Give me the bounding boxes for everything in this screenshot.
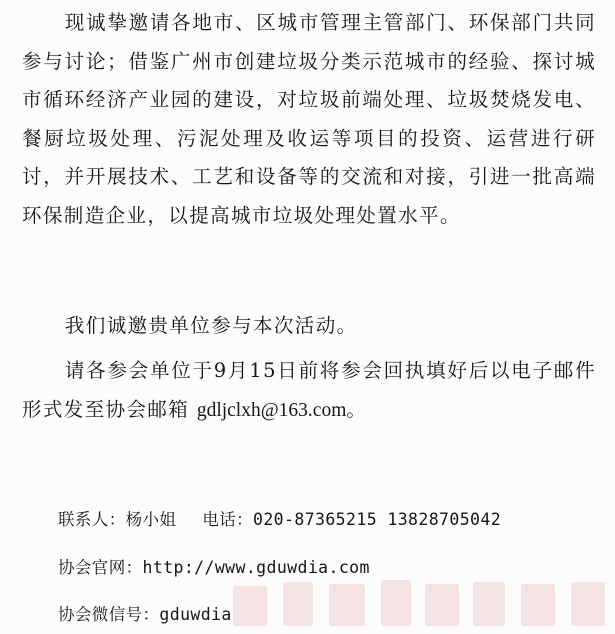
wechat-id: gduwdia — [159, 605, 232, 624]
wechat-label: 协会微信号： — [58, 605, 160, 624]
deadline-text: 请各参会单位于9月15日前将参会回执填好后以电子邮件形式发至协会邮箱 — [22, 359, 596, 421]
contact-person-label: 联系人： — [58, 510, 126, 529]
deadline-end: 。 — [346, 397, 368, 421]
deadline-paragraph — [22, 352, 596, 430]
website-line — [58, 557, 370, 579]
wechat-line — [58, 604, 232, 626]
invitation-paragraph: 我们诚邀贵单位参与本次活动。 — [64, 314, 358, 337]
website-label: 协会官网： — [58, 558, 143, 577]
phone-label: 电话： — [202, 510, 254, 529]
contact-person-name: 杨小姐 — [125, 510, 177, 529]
contact-person-line — [58, 509, 501, 531]
website-link[interactable]: http://www.gduwdia.com — [142, 558, 370, 577]
association-email-link[interactable]: gdljclxh@163.com — [196, 399, 347, 421]
phone-numbers: 020-87365215 13828705042 — [253, 510, 502, 529]
intro-paragraph: 现诚挚邀请各地市、区城市管理主管部门、环保部门共同参与讨论；借鉴广州市创建垃圾分类示范城市的经验、探讨城市循环经济产业园的建设，对垃圾前端处理、垃圾焚烧发电、餐厨垃圾处理、污泥处理及收运等项目的投资、运营进行研讨，并开展技术、工艺和设备等的交流和对接，引进一批高端环保制造企业，以提高城市垃圾处理处置水平。 — [22, 11, 596, 227]
